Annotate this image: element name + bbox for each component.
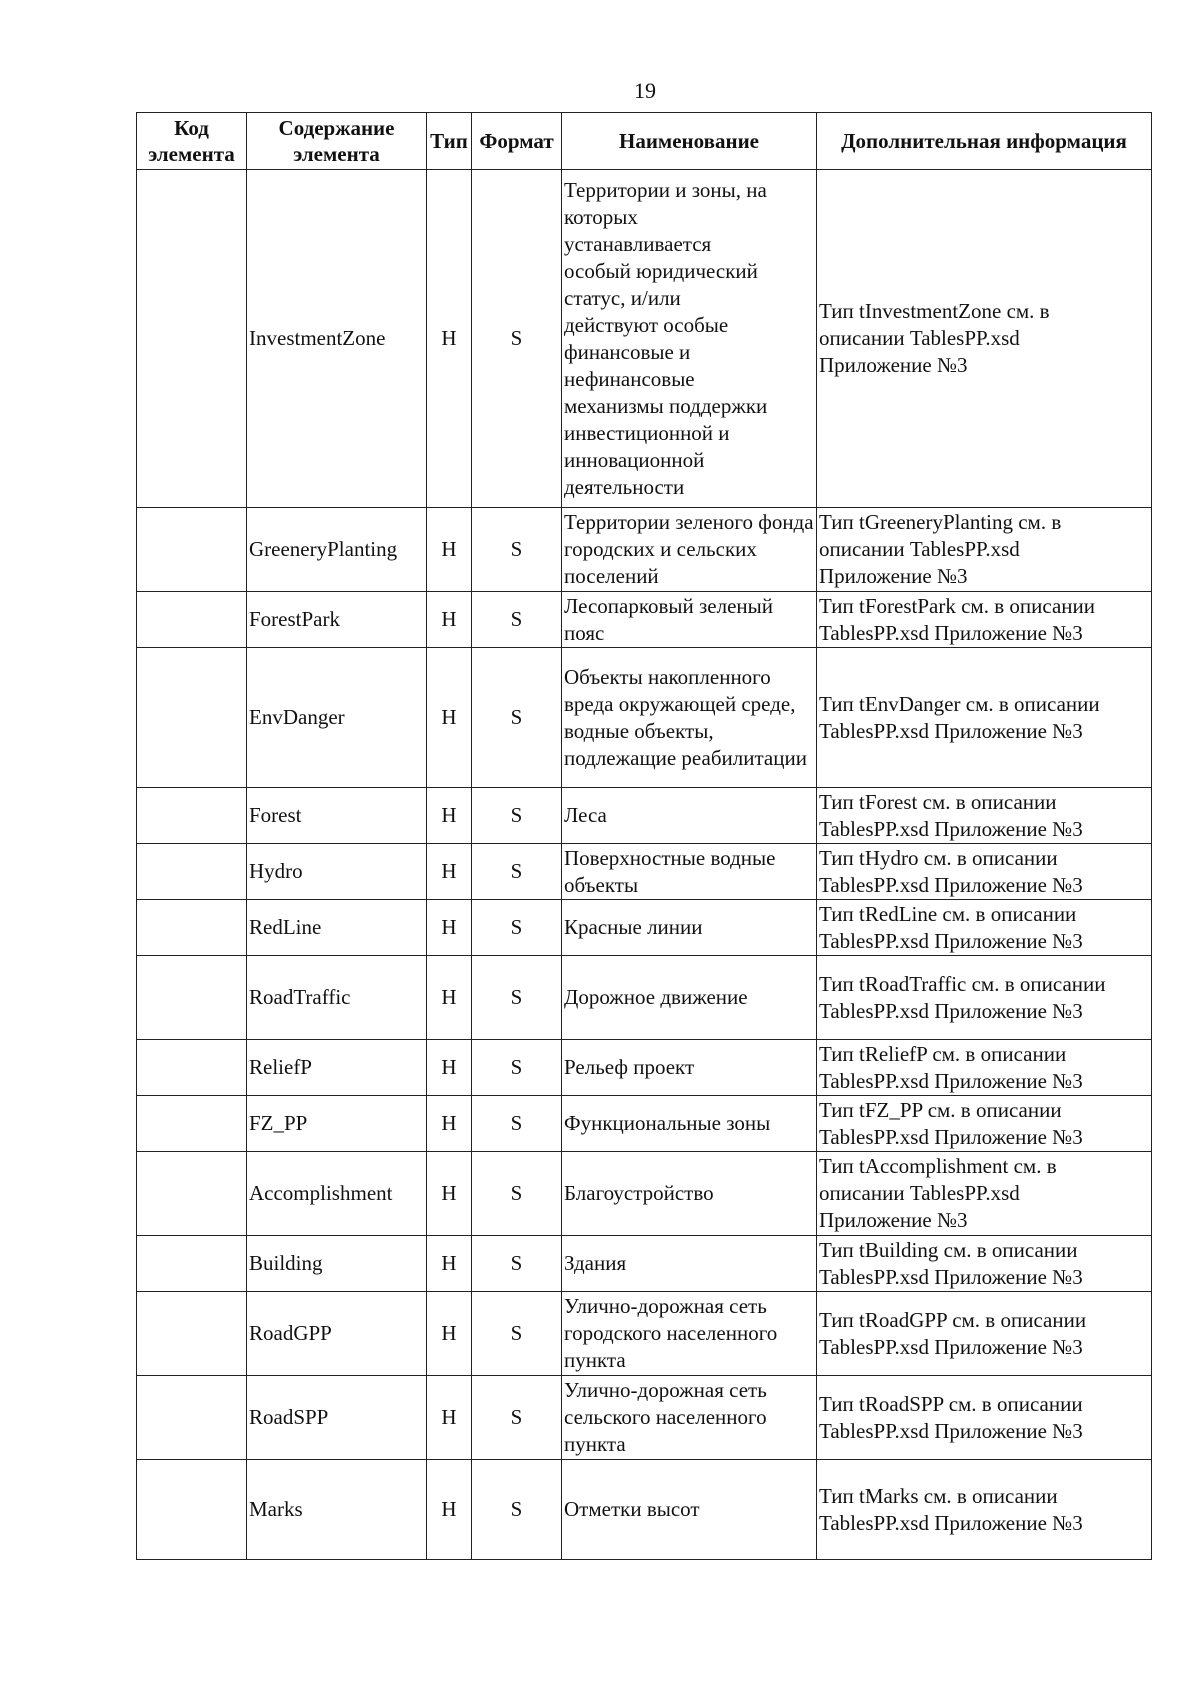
element-table — [136, 112, 1152, 1560]
table-row — [137, 788, 1152, 844]
header-element: Содержание элемента — [247, 113, 427, 170]
cell-format: S — [472, 170, 562, 508]
cell-format: S — [472, 1460, 562, 1560]
cell-type: Н — [427, 508, 472, 592]
table-row — [137, 1292, 1152, 1376]
cell-name: Функциональные зоны — [562, 1096, 817, 1152]
cell-name: Здания — [562, 1236, 817, 1292]
page-number: 19 — [634, 78, 656, 103]
table-row — [137, 1236, 1152, 1292]
cell-info: Тип tMarks см. в описании TablesPP.xsd Приложение №3 — [817, 1460, 1152, 1560]
cell-name: Поверхностные водные объекты — [562, 844, 817, 900]
cell-element: ReliefP — [247, 1040, 427, 1096]
cell-code — [137, 1096, 247, 1152]
cell-name: Благоустройство — [562, 1152, 817, 1236]
cell-element: RoadGPP — [247, 1292, 427, 1376]
cell-format: S — [472, 1040, 562, 1096]
table-row — [137, 592, 1152, 648]
cell-info: Тип tRedLine см. в описании TablesPP.xsd Приложение №3 — [817, 900, 1152, 956]
cell-type: Н — [427, 1376, 472, 1460]
header-info: Дополнительная информация — [817, 113, 1152, 170]
cell-element: Marks — [247, 1460, 427, 1560]
cell-type: Н — [427, 170, 472, 508]
cell-format: S — [472, 1096, 562, 1152]
cell-info: Тип tFZ_PP см. в описании TablesPP.xsd Приложение №3 — [817, 1096, 1152, 1152]
cell-element: Hydro — [247, 844, 427, 900]
table-row — [137, 1152, 1152, 1236]
table-row — [137, 844, 1152, 900]
table-row — [137, 1376, 1152, 1460]
cell-info: Тип tRoadSPP см. в описании TablesPP.xsd Приложение №3 — [817, 1376, 1152, 1460]
table-row — [137, 956, 1152, 1040]
cell-code — [137, 788, 247, 844]
header-format: Формат — [472, 113, 562, 170]
cell-name: Лесопарковый зеленый пояс — [562, 592, 817, 648]
cell-type: Н — [427, 1096, 472, 1152]
header-code: Код элемента — [137, 113, 247, 170]
cell-name: Рельеф проект — [562, 1040, 817, 1096]
cell-type: Н — [427, 1040, 472, 1096]
cell-format: S — [472, 648, 562, 788]
cell-element: RoadSPP — [247, 1376, 427, 1460]
cell-type: Н — [427, 648, 472, 788]
cell-element: GreeneryPlanting — [247, 508, 427, 592]
cell-element: Forest — [247, 788, 427, 844]
cell-code — [137, 1460, 247, 1560]
cell-info: Тип tReliefP см. в описании TablesPP.xsd Приложение №3 — [817, 1040, 1152, 1096]
table-header-row — [137, 113, 1152, 170]
cell-name: Дорожное движение — [562, 956, 817, 1040]
cell-code — [137, 1236, 247, 1292]
cell-info: Тип tInvestmentZone см. в описании TablesPP.xsd Приложение №3 — [817, 170, 1152, 508]
cell-type: Н — [427, 844, 472, 900]
cell-element: Accomplishment — [247, 1152, 427, 1236]
cell-format: S — [472, 1152, 562, 1236]
table-row — [137, 170, 1152, 508]
table-row — [137, 1096, 1152, 1152]
cell-type: Н — [427, 1236, 472, 1292]
cell-type: Н — [427, 1152, 472, 1236]
cell-element: RedLine — [247, 900, 427, 956]
cell-info: Тип tGreeneryPlanting см. в описании TablesPP.xsd Приложение №3 — [817, 508, 1152, 592]
cell-code — [137, 1292, 247, 1376]
cell-format: S — [472, 1376, 562, 1460]
cell-code — [137, 592, 247, 648]
cell-info: Тип tAccomplishment см. в описании TablesPP.xsd Приложение №3 — [817, 1152, 1152, 1236]
cell-type: Н — [427, 900, 472, 956]
cell-format: S — [472, 844, 562, 900]
table-row — [137, 648, 1152, 788]
cell-name: Улично-дорожная сеть городского населенного пункта — [562, 1292, 817, 1376]
cell-element: RoadTraffic — [247, 956, 427, 1040]
cell-info: Тип tRoadGPP см. в описании TablesPP.xsd Приложение №3 — [817, 1292, 1152, 1376]
cell-code — [137, 900, 247, 956]
cell-info: Тип tEnvDanger см. в описании TablesPP.xsd Приложение №3 — [817, 648, 1152, 788]
table-row — [137, 1460, 1152, 1560]
cell-format: S — [472, 508, 562, 592]
cell-format: S — [472, 1292, 562, 1376]
cell-format: S — [472, 592, 562, 648]
cell-code — [137, 1040, 247, 1096]
cell-format: S — [472, 1236, 562, 1292]
table-row — [137, 1040, 1152, 1096]
cell-type: Н — [427, 1460, 472, 1560]
cell-name: Территории зеленого фонда городских и сельских поселений — [562, 508, 817, 592]
cell-code — [137, 1152, 247, 1236]
cell-code — [137, 956, 247, 1040]
cell-name: Объекты накопленного вреда окружающей среде, водные объекты, подлежащие реабилитации — [562, 648, 817, 788]
table-row — [137, 900, 1152, 956]
cell-format: S — [472, 956, 562, 1040]
cell-code — [137, 648, 247, 788]
cell-type: Н — [427, 1292, 472, 1376]
cell-info: Тип tHydro см. в описании TablesPP.xsd Приложение №3 — [817, 844, 1152, 900]
cell-element: EnvDanger — [247, 648, 427, 788]
cell-info: Тип tBuilding см. в описании TablesPP.xsd Приложение №3 — [817, 1236, 1152, 1292]
cell-element: ForestPark — [247, 592, 427, 648]
cell-info: Тип tForest см. в описании TablesPP.xsd Приложение №3 — [817, 788, 1152, 844]
cell-name: Отметки высот — [562, 1460, 817, 1560]
cell-name: Улично-дорожная сеть сельского населенного пункта — [562, 1376, 817, 1460]
header-name: Наименование — [562, 113, 817, 170]
cell-format: S — [472, 900, 562, 956]
table-row — [137, 508, 1152, 592]
cell-name: Леса — [562, 788, 817, 844]
cell-type: Н — [427, 592, 472, 648]
cell-type: Н — [427, 788, 472, 844]
cell-type: Н — [427, 956, 472, 1040]
header-type: Тип — [427, 113, 472, 170]
cell-element: FZ_PP — [247, 1096, 427, 1152]
cell-code — [137, 508, 247, 592]
cell-name: Территории и зоны, на которых устанавливается особый юридический статус, и/или действуют особые финансовые и нефинансовые механизмы поддержки инвестиционной и инновационной деятельности — [562, 170, 817, 508]
cell-code — [137, 1376, 247, 1460]
cell-info: Тип tRoadTraffic см. в описании TablesPP.xsd Приложение №3 — [817, 956, 1152, 1040]
cell-element: Building — [247, 1236, 427, 1292]
cell-format: S — [472, 788, 562, 844]
cell-info: Тип tForestPark см. в описании TablesPP.xsd Приложение №3 — [817, 592, 1152, 648]
cell-element: InvestmentZone — [247, 170, 427, 508]
cell-code — [137, 844, 247, 900]
cell-code — [137, 170, 247, 508]
cell-name: Красные линии — [562, 900, 817, 956]
